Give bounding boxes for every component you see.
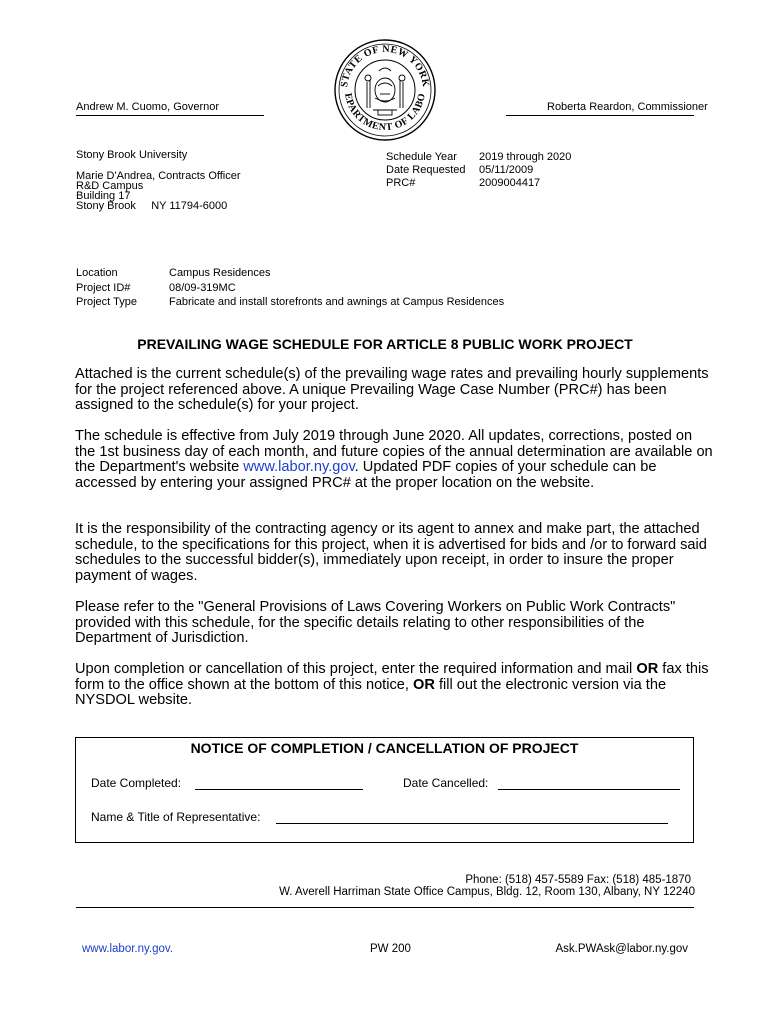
- paragraph-text: It is the responsibility of the contracting agency or its agent to annex and make part, the attached schedule, to the specifications for this project, when it is advertised for bids and /or to forward said schedules to the successful bidder(s), immediately upon receipt, in order to insure the proper payment of wages.: [75, 521, 707, 584]
- nys-department-of-labor-seal: [333, 38, 437, 142]
- recipient-line: Stony Brook NY 11794-6000: [76, 200, 228, 212]
- svg-text:STATE OF NEW YORK: [339, 44, 431, 88]
- date-requested-label: Date Requested: [386, 164, 466, 176]
- or-emphasis: OR: [413, 676, 435, 693]
- project-id-value: 08/09-319MC: [169, 281, 236, 294]
- location-label: Location: [76, 267, 118, 279]
- date-completed-field[interactable]: [195, 777, 363, 790]
- paragraph-text: Upon completion or cancellation of this project, enter the required information and mail: [75, 661, 637, 677]
- project-info: [76, 267, 504, 311]
- paragraph-text: Attached is the current schedule(s) of the prevailing wage rates and prevailing hourly supplements for the project referenced above. A unique Prevailing Wage Case Number (PRC#) has been assigned to the schedule(s) for your project.: [75, 366, 709, 413]
- governor-name: Andrew M. Cuomo, Governor: [76, 101, 220, 113]
- date-completed-label: Date Completed:: [91, 776, 182, 790]
- page-title: PREVAILING WAGE SCHEDULE FOR ARTICLE 8 PUBLIC WORK PROJECT: [137, 336, 633, 352]
- or-emphasis: OR: [636, 661, 659, 677]
- paragraph-text: The schedule is effective from July 2019 through June 2020. All updates, corrections, posted on the 1st business day of each month, and future copies of the annual determination are available on the Department's website: [75, 428, 713, 475]
- paragraph-text: fill out the electronic version via the NYSDOL website.: [75, 676, 667, 708]
- paragraph-text: . Updated PDF copies of your schedule can be accessed by entering your assigned PRC# at the proper location on the website.: [75, 459, 657, 491]
- paragraph-general-provisions: [75, 600, 715, 647]
- seal-bottom-text: EPARTMENT OF LABO: [342, 92, 428, 134]
- schedule-info: [386, 151, 571, 190]
- paragraph-effective: [75, 429, 715, 491]
- paragraph-text: Please refer to the "General Provisions of Laws Covering Workers on Public Work Contracts" provided with this schedule, for the specific details relating to other responsibilities of the Department of Jurisdiction.: [75, 599, 676, 646]
- labor-website-link[interactable]: www.labor.ny.gov: [243, 459, 355, 475]
- notice-title: NOTICE OF COMPLETION / CANCELLATION OF PROJECT: [190, 740, 579, 756]
- recipient-organization: Stony Brook University: [76, 149, 188, 161]
- name-title-label: Name & Title of Representative:: [91, 810, 261, 824]
- paragraph-responsibility: [75, 522, 715, 584]
- project-id-label: Project ID#: [76, 281, 131, 294]
- header-rule-left: [76, 115, 264, 116]
- prc-value: 2009004417: [479, 177, 541, 189]
- footer-rule: [76, 907, 694, 908]
- date-cancelled-field[interactable]: [498, 777, 680, 790]
- recipient-line: Marie D'Andrea, Contracts Officer: [76, 170, 241, 182]
- recipient-line: Building 17: [76, 190, 131, 202]
- project-type-label: Project Type: [76, 296, 137, 308]
- header-rule-right: [506, 115, 694, 116]
- schedule-year-label: Schedule Year: [386, 151, 457, 163]
- name-title-field[interactable]: [276, 811, 668, 824]
- notice-of-completion-box: [75, 737, 694, 843]
- footer-address: W. Averell Harriman State Office Campus, Bldg. 12, Room 130, Albany, NY 12240: [279, 886, 695, 898]
- form-number: PW 200: [370, 943, 411, 955]
- paragraph-text: fax this form to the office shown at the bottom of this notice,: [75, 661, 709, 693]
- date-requested-value: 05/11/2009: [479, 164, 534, 176]
- paragraph-attached: [75, 367, 715, 414]
- footer-website-link[interactable]: www.labor.ny.gov.: [82, 943, 173, 955]
- footer-phone-fax: Phone: (518) 457-5589 Fax: (518) 485-1870: [465, 874, 691, 886]
- prc-label: PRC#: [386, 177, 416, 189]
- commissioner-name: Roberta Reardon, Commissioner: [547, 101, 708, 113]
- schedule-year-value: 2019 through 2020: [479, 151, 572, 163]
- location-value: Campus Residences: [169, 267, 271, 279]
- project-type-value: Fabricate and install storefronts and awnings at Campus Residences: [169, 296, 505, 308]
- recipient-address: [76, 170, 241, 213]
- seal-top-text: STATE OF NEW YORK: [339, 43, 432, 89]
- date-cancelled-label: Date Cancelled:: [403, 776, 489, 790]
- recipient-line: R&D Campus: [76, 180, 144, 192]
- footer-email: Ask.PWAsk@labor.ny.gov: [555, 943, 688, 955]
- paragraph-upon-completion: [75, 662, 715, 709]
